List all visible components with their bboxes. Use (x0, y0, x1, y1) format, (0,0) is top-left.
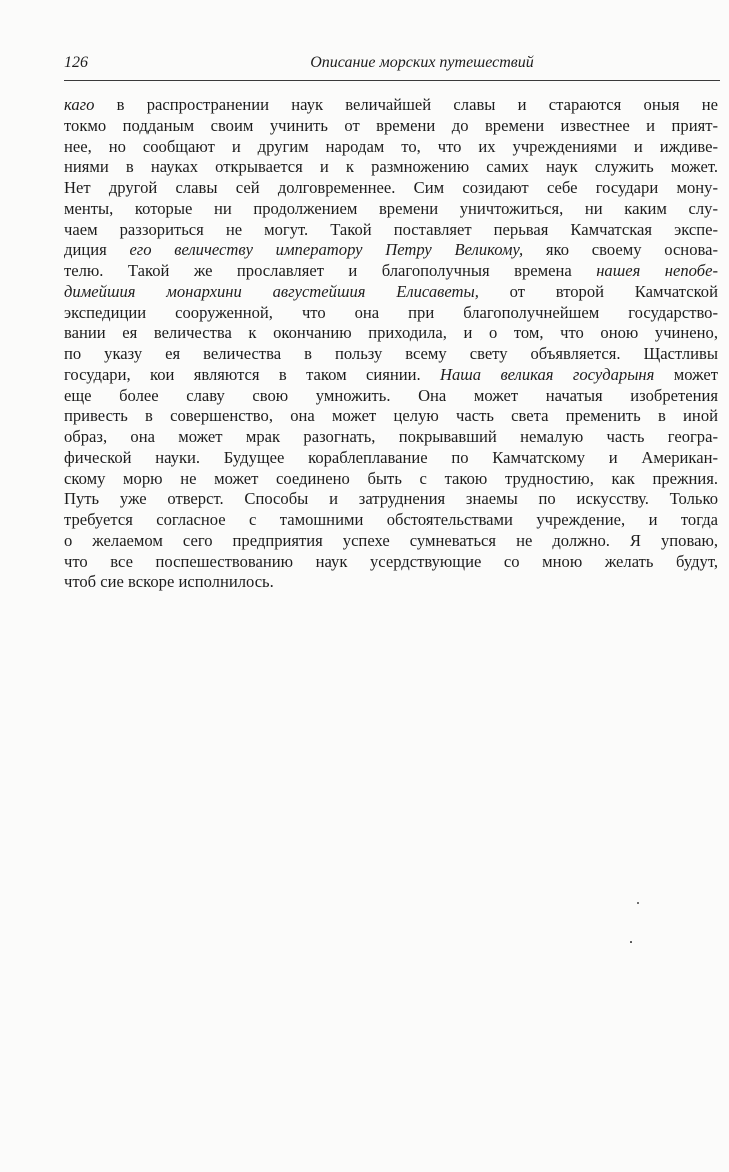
text-line (64, 510, 718, 531)
scan-speck (630, 941, 632, 943)
text-line (64, 261, 718, 282)
text-line (64, 282, 718, 303)
text-run: еще более славу свою умножить. Она может начатыя изобретения (64, 385, 718, 405)
text-line (64, 199, 718, 220)
running-head (64, 50, 720, 76)
text-run: экспедиции сооруженной, что она при благополучнейшем государство- (64, 302, 718, 322)
text-run: диция (64, 240, 130, 260)
header-rule (64, 80, 720, 81)
text-run: может (654, 364, 718, 384)
text-run: чтоб сие вскоре исполнилось. (64, 572, 274, 592)
text-run: ниями в науках открывается и к размножению самих наук служить может. (64, 157, 718, 177)
text-run: токмо подданым своим учинить от времени до времени известнее и прият- (64, 115, 718, 135)
text-line (64, 178, 718, 199)
text-line (64, 469, 718, 490)
text-line (64, 552, 718, 573)
text-line (64, 323, 718, 344)
italic-phrase: нашея непобе- (596, 261, 718, 280)
text-run: от второй Камчатской (478, 281, 718, 301)
text-line (64, 386, 718, 407)
text-run: чаем раззориться не могут. Такой поставляет перьвая Камчатская экспе- (64, 219, 718, 239)
text-run: нее, но сообщают и другим народам то, что их учреждениями и иждиве- (64, 136, 718, 156)
text-line (64, 157, 718, 178)
text-run: менты, которые ни продолжением времени уничтожиться, ни каким слу- (64, 198, 718, 218)
text-line (64, 220, 718, 241)
text-line (64, 303, 718, 324)
text-run: государи, кои являются в таком сиянии. (64, 364, 440, 384)
text-line (64, 137, 718, 158)
text-run: в распространении наук величайшей славы и стараются оныя не (94, 95, 718, 114)
text-line (64, 427, 718, 448)
italic-phrase: каго (64, 95, 95, 114)
text-line (64, 240, 718, 261)
text-line (64, 116, 718, 137)
running-title: Описание морских путешествий (310, 54, 534, 71)
text-run: скому морю не может соединено быть с такою трудностию, как прежния. (64, 468, 718, 488)
text-run: требуется согласное с тамошними обстоятельствами учреждение, и тогда (64, 510, 718, 529)
text-line (64, 489, 718, 510)
italic-phrase: его величеству императору Петру Великому, (129, 240, 524, 260)
text-line (64, 448, 718, 469)
text-run: привесть в совершенство, она может целую часть света пременить в иной (64, 406, 718, 426)
italic-phrase: димейшия монархини августейшия Елисаветы, (64, 281, 479, 301)
body-paragraph (64, 95, 718, 593)
text-run: что все поспешествованию наук усердствующие со мною желать будут, (64, 551, 718, 571)
text-line (64, 572, 718, 593)
text-run: вании ея величества к окончанию приходила, и о том, что оною учинено, (64, 323, 718, 343)
text-line (64, 406, 718, 427)
text-run: образ, она может мрак разогнать, покрывавший немалую часть геогра- (64, 427, 718, 446)
scan-speck (637, 902, 639, 904)
text-run: по указу ея величества в пользу всему свету объявляется. Щастливы (64, 344, 718, 363)
text-line (64, 344, 718, 365)
text-line (64, 365, 718, 386)
text-run: Нет другой славы сей долговременнее. Сим созидают себе государи мону- (64, 178, 718, 197)
text-line (64, 531, 718, 552)
italic-phrase: Наша великая государыня (440, 364, 655, 384)
text-run: о желаемом сего предприятия успехе сумневаться не должно. Я уповаю, (64, 530, 718, 550)
text-run: фической науки. Будущее кораблеплавание по Камчатскому и Американ- (64, 447, 718, 467)
page-number: 126 (64, 54, 88, 71)
text-run: Путь уже отверст. Способы и затруднения знаемы по искусству. Только (64, 489, 718, 509)
text-line (64, 95, 718, 116)
text-run: телю. Такой же прославляет и благополучныя времена (64, 261, 597, 280)
text-run: яко своему основа- (523, 240, 718, 260)
